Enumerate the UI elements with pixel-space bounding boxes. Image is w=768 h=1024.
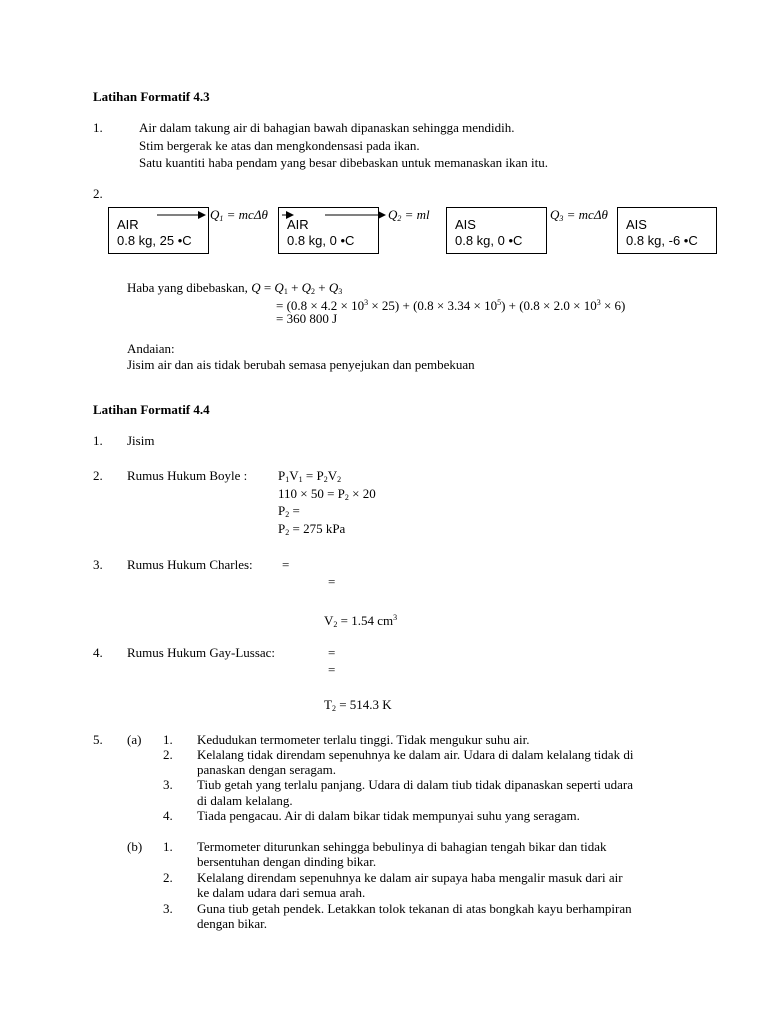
gay-lussac-label: Rumus Hukum Gay-Lussac: [127,645,276,660]
state-box-4-state: 0.8 kg, -6 •C [626,233,698,248]
q2-number: 2. [93,468,103,483]
charles-result: $V_2 = 1.54$ $cm^3$ [324,613,398,629]
state-box-2-name: AIR [287,217,309,232]
section-4-4-title: Latihan Formatif 4.4 [93,402,210,417]
q5b-item-number: 1. [163,839,173,854]
state-box-3-name: AIS [455,217,476,232]
q5b-item-line: ke dalam udara dari semua arah. [197,885,366,900]
gay-lussac-eq: = [328,662,336,677]
q5b-item-line: dengan bikar. [197,916,268,931]
heat-equation: Haba yang dibebaskan, $Q = Q_1 + Q_2 + Q_3$ [127,280,343,296]
q1-line: Air dalam takung air di bahagian bawah dipanaskan sehingga mendidih. [139,120,515,135]
gay-lussac-result: $T_2 = 514.3$ K [324,697,392,713]
boyle-rearranged: $P_2$ = [278,503,300,519]
equation-q1: $Q_1 = mc\Delta\theta$ [210,207,268,223]
equation-q3: $Q_3 = mc\Delta\theta$ [550,207,608,223]
q1-number: 1. [93,120,103,135]
boyle-label: Rumus Hukum Boyle : [127,468,248,483]
boyle-formula: $P_1V_1 = P_2V_2$ [278,468,342,484]
equation-q2: $Q_2$ = ml [388,207,430,223]
q5a-item-number: 2. [163,747,173,762]
q5a-item-line: Tiada pengacau. Air di dalam bikar tidak mempunyai suhu yang seragam. [197,808,580,823]
boyle-substitution: $110 \times 50 = P_2 \times 20$ [278,486,376,502]
q5-part-b-label: (b) [127,839,143,854]
q5b-item-line: Guna tiub getah pendek. Letakkan tolok tekanan di atas bongkah kayu berhampiran [197,901,632,916]
state-box-1-name: AIR [117,217,139,232]
q5-part-a-label: (a) [127,732,142,747]
gay-lussac-eq: = [328,645,336,660]
q5a-item-line: Kelalang tidak direndam sepenuhnya ke dalam air. Udara di dalam kelalang tidak di [197,747,634,762]
q5a-item-number: 1. [163,732,173,747]
heat-result: = 360 800 J [276,311,338,326]
q2-number: 2. [93,186,103,201]
charles-label: Rumus Hukum Charles: [127,557,253,572]
section-4-3-title: Latihan Formatif 4.3 [93,89,210,104]
q5a-item-line: di dalam kelalang. [197,793,293,808]
q5b-item-number: 3. [163,901,173,916]
q1-line: Stim bergerak ke atas dan mengkondensasi pada ikan. [139,138,420,153]
state-box-4-name: AIS [626,217,647,232]
heat-calculation: = $(0.8 \times 4.2 \times 10^3 \times 25) + (0.8 \times 3.34 \times 10^5) + (0.8 \times 2.0 \times 10^3 \times 6)$ [276,298,626,313]
q5a-item-line: Tiub getah yang terlalu panjang. Udara di dalam tiub tidak dipanaskan seperti udara [197,777,633,792]
q5b-item-line: Termometer diturunkan sehingga bebulinya di bahagian tengah bikar dan tidak [197,839,607,854]
q5a-item-number: 4. [163,808,173,823]
state-box-1-state: 0.8 kg, 25 •C [117,233,192,248]
assumption-text: Jisim air dan ais tidak berubah semasa penyejukan dan pembekuan [127,357,475,372]
charles-eq: = [328,574,336,589]
q5b-item-number: 2. [163,870,173,885]
q1-answer: Jisim [127,433,155,448]
q4-number: 4. [93,645,103,660]
q5b-item-line: bersentuhan dengan dinding bikar. [197,854,377,869]
charles-eq: = [282,557,290,572]
state-box-2-state: 0.8 kg, 0 •C [287,233,355,248]
state-box-3-state: 0.8 kg, 0 •C [455,233,523,248]
boyle-result: $P_2 = 275$ kPa [278,521,346,537]
q5a-item-number: 3. [163,777,173,792]
q5-number: 5. [93,732,103,747]
q5a-item-line: Kedudukan termometer terlalu tinggi. Tidak mengukur suhu air. [197,732,530,747]
assumption-title: Andaian: [127,341,175,356]
q5a-item-line: panaskan dengan seragam. [197,762,336,777]
q1-line: Satu kuantiti haba pendam yang besar dibebaskan untuk memanaskan ikan itu. [139,155,549,170]
q1-number: 1. [93,433,103,448]
q3-number: 3. [93,557,103,572]
q5b-item-line: Kelalang direndam sepenuhnya ke dalam air supaya haba mengalir masuk dari air [197,870,623,885]
